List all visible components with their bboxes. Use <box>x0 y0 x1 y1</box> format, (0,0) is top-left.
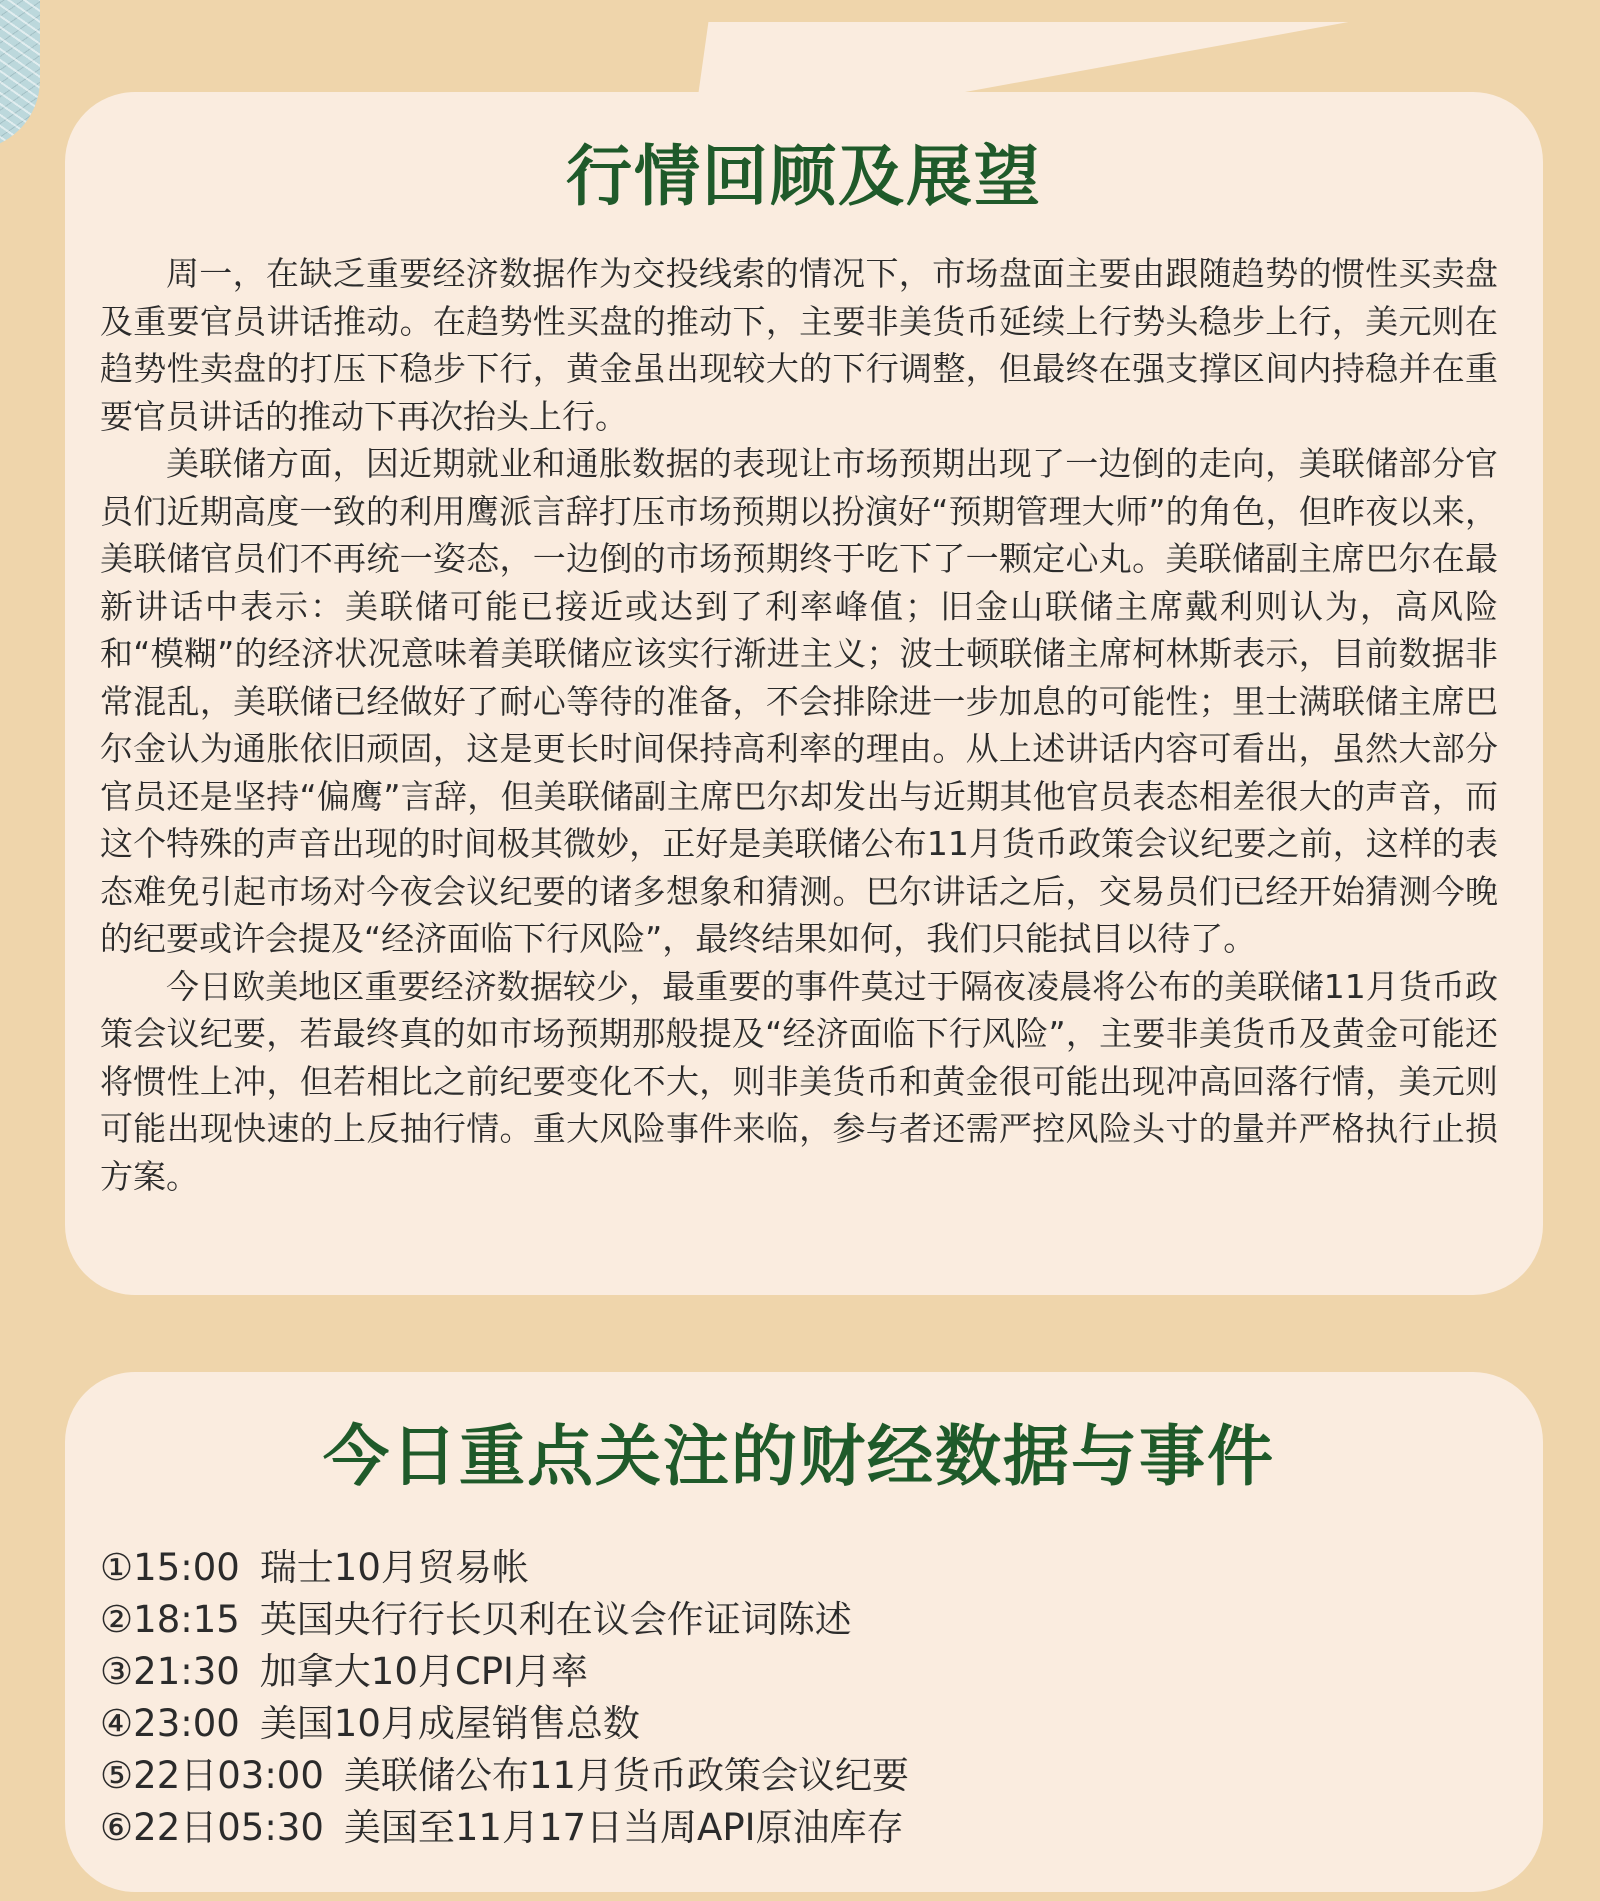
event-list <box>100 1542 1498 1854</box>
event-label: 美联储公布11月货币政策会议纪要 <box>343 1754 909 1797</box>
event-time: 22日03:00 <box>133 1754 324 1797</box>
event-item <box>100 1698 1498 1750</box>
event-item <box>100 1646 1498 1698</box>
event-time: 22日05:30 <box>133 1806 324 1849</box>
event-index: ③ <box>100 1650 134 1693</box>
event-index: ⑥ <box>100 1806 134 1849</box>
key-events-title: 今日重点关注的财经数据与事件 <box>323 1418 1275 1495</box>
review-paragraph-2: 美联储方面，因近期就业和通胀数据的表现让市场预期出现了一边倒的走向，美联储部分官员们近期高度一致的利用鹰派言辞打压市场预期以扮演好“预期管理大师”的角色，但昨夜以来，美联储官员们不再统一姿态，一边倒的市场预期终于吃下了一颗定心丸。美联储副主席巴尔在最新讲话中表示：美联储可能已接近或达到了利率峰值；旧金山联储主席戴利则认为，高风险和“模糊”的经济状况意味着美联储应该实行渐进主义；波士顿联储主席柯林斯表示，目前数据非常混乱，美联储已经做好了耐心等待的准备，不会排除进一步加息的可能性；里士满联储主席巴尔金认为通胀依旧顽固，这是更长时间保持高利率的理由。从上述讲话内容可看出，虽然大部分官员还是坚持“偏鹰”言辞，但美联储副主席巴尔却发出与近期其他官员表态相差很大的声音，而这个特殊的声音出现的时间极其微妙，正好是美联储公布11月货币政策会议纪要之前，这样的表态难免引起市场对今夜会议纪要的诸多想象和猜测。巴尔讲话之后，交易员们已经开始猜测今晚的纪要或许会提及“经济面临下行风险”，最终结果如何，我们只能拭目以待了。 <box>100 444 1498 958</box>
event-item <box>100 1594 1498 1646</box>
market-review-title: 行情回顾及展望 <box>566 138 1042 215</box>
event-item <box>100 1802 1498 1854</box>
key-events-panel <box>65 1372 1543 1892</box>
event-index: ① <box>100 1546 134 1589</box>
event-item <box>100 1542 1498 1594</box>
event-label: 加拿大10月CPI月率 <box>259 1650 588 1693</box>
review-paragraph-1: 周一，在缺乏重要经济数据作为交投线索的情况下，市场盘面主要由跟随趋势的惯性买卖盘及重要官员讲话推动。在趋势性买盘的推动下，主要非美货币延续上行势头稳步上行，美元则在趋势性卖盘的打压下稳步下行，黄金虽出现较大的下行调整，但最终在强支撑区间内持稳并在重要官员讲话的推动下再次抬头上行。 <box>100 254 1498 436</box>
event-time: 21:30 <box>133 1650 240 1693</box>
event-label: 美国10月成屋销售总数 <box>259 1702 640 1745</box>
market-review-body <box>100 250 1498 1200</box>
event-time: 23:00 <box>133 1702 240 1745</box>
market-review-panel <box>65 92 1543 1295</box>
event-index: ⑤ <box>100 1754 134 1797</box>
event-index: ④ <box>100 1702 134 1745</box>
event-time: 18:15 <box>133 1598 240 1641</box>
event-label: 瑞士10月贸易帐 <box>259 1546 529 1589</box>
corner-decoration <box>0 0 40 150</box>
event-label: 美国至11月17日当周API原油库存 <box>343 1806 904 1849</box>
event-time: 15:00 <box>133 1546 240 1589</box>
review-paragraph-3: 今日欧美地区重要经济数据较少，最重要的事件莫过于隔夜凌晨将公布的美联储11月货币政策会议纪要，若最终真的如市场预期那般提及“经济面临下行风险”，主要非美货币及黄金可能还将惯性上冲，但若相比之前纪要变化不大，则非美货币和黄金很可能出现冲高回落行情，美元则可能出现快速的上反抽行情。重大风险事件来临，参与者还需严控风险头寸的量并严格执行止损方案。 <box>100 966 1498 1196</box>
event-index: ② <box>100 1598 134 1641</box>
event-label: 英国央行行长贝利在议会作证词陈述 <box>259 1598 852 1641</box>
event-item <box>100 1750 1498 1802</box>
